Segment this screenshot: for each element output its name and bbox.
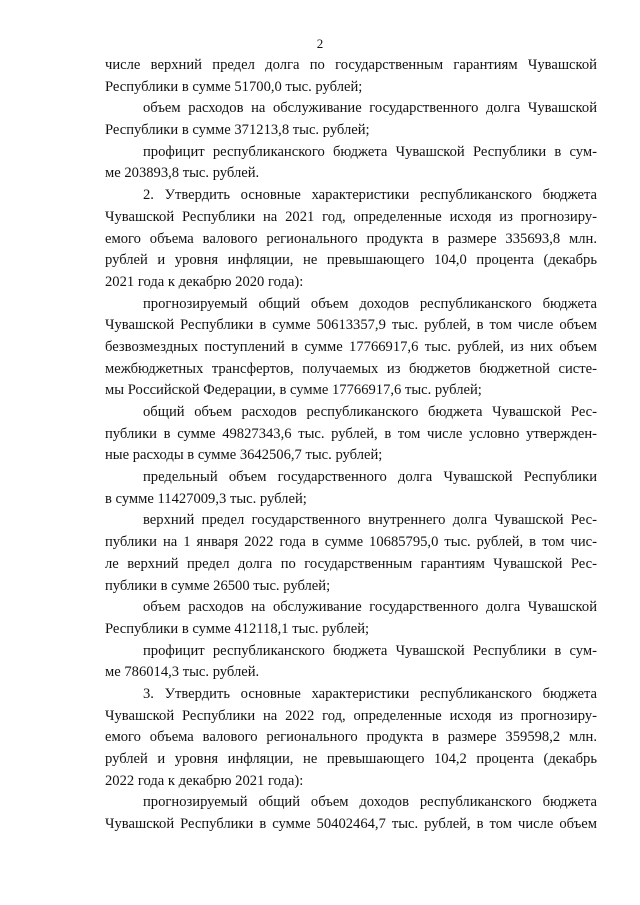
text-line: публики на 1 января 2022 года в сумме 10685795,0 тыс. рублей, в том чис- — [105, 534, 597, 551]
text-line: межбюджетных трансфертов, получаемых из бюджетов бюджетной систе- — [105, 360, 597, 377]
text-line: Республики в сумме 371213,8 тыс. рублей; — [105, 122, 370, 139]
text-line: профицит республиканского бюджета Чувашской Республики в сум- — [143, 143, 597, 160]
text-line: 2021 года к декабрю 2020 года): — [105, 273, 304, 290]
text-line: Чувашской Республики на 2022 год, определенные исходя из прогнозиру- — [105, 707, 597, 724]
text-line: мы Российской Федерации, в сумме 17766917,6 тыс. рублей; — [105, 382, 482, 399]
text-line: ме 786014,3 тыс. рублей. — [105, 664, 260, 681]
text-line: прогнозируемый общий объем доходов республиканского бюджета — [143, 794, 597, 811]
text-line: объем расходов на обслуживание государственного долга Чувашской — [143, 599, 597, 616]
text-line: общий объем расходов республиканского бюджета Чувашской Рес- — [143, 404, 597, 420]
text-line: ме 203893,8 тыс. рублей. — [105, 165, 260, 182]
text-line: в сумме 11427009,3 тыс. рублей; — [105, 490, 307, 507]
document-body — [105, 55, 597, 836]
text-line: 3. Утвердить основные характеристики республиканского бюджета — [143, 685, 597, 702]
text-line: 2022 года к декабрю 2021 года): — [105, 772, 304, 789]
text-line: публики в сумме 26500 тыс. рублей; — [105, 577, 331, 594]
text-line: ные расходы в сумме 3642506,7 тыс. рублей; — [105, 447, 383, 464]
text-line: предельный объем государственного долга Чувашской Республики — [143, 469, 597, 486]
text-line: ле верхний предел долга по государственным гарантиям Чувашской Рес- — [105, 555, 597, 572]
text-line: емого объема валового регионального продукта в размере 335693,8 млн. — [105, 230, 597, 247]
text-line: Республики в сумме 51700,0 тыс. рублей; — [105, 78, 363, 95]
text-line: Республики в сумме 412118,1 тыс. рублей; — [105, 620, 370, 637]
text-line: профицит республиканского бюджета Чувашской Республики в сум- — [143, 642, 597, 659]
text-line: безвозмездных поступлений в сумме 17766917,6 тыс. рублей, из них объем — [105, 338, 597, 355]
text-line: прогнозируемый общий объем доходов республиканского бюджета — [143, 295, 597, 312]
text-line: емого объема валового регионального продукта в размере 359598,2 млн. — [105, 729, 597, 746]
text-line: объем расходов на обслуживание государственного долга Чувашской — [143, 100, 597, 117]
text-line: Чувашской Республики на 2021 год, определенные исходя из прогнозиру- — [105, 208, 597, 225]
text-line: рублей и уровня инфляции, не превышающего 104,2 процента (декабрь — [105, 751, 597, 767]
text-line: рублей и уровня инфляции, не превышающего 104,0 процента (декабрь — [105, 252, 597, 269]
text-line: 2. Утвердить основные характеристики республиканского бюджета — [143, 187, 597, 204]
text-line: Чувашской Республики в сумме 50402464,7 тыс. рублей, в том числе объем — [105, 816, 597, 833]
page-number: 2 — [316, 36, 324, 51]
text-line: Чувашской Республики в сумме 50613357,9 тыс. рублей, в том числе объем — [105, 317, 597, 334]
text-line: публики в сумме 49827343,6 тыс. рублей, в том числе условно утвержден- — [105, 425, 597, 442]
text-line: числе верхний предел долга по государственным гарантиям Чувашской — [105, 57, 597, 73]
text-line: верхний предел государственного внутреннего долга Чувашской Рес- — [143, 512, 597, 529]
